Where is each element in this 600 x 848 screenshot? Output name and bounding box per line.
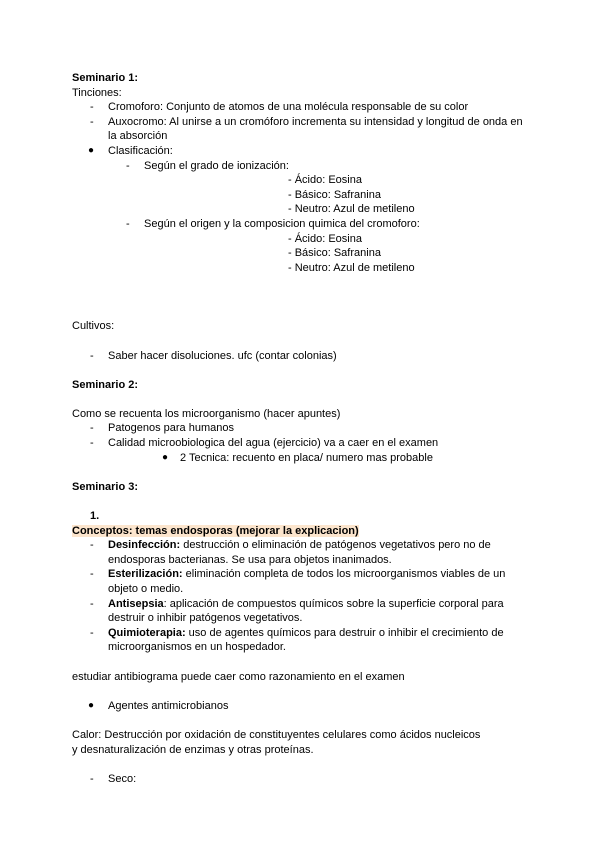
list-item-auxocromo: [72, 115, 542, 130]
list-item-quimioterapia: [72, 626, 542, 641]
list-item-antisepsia: [72, 597, 542, 612]
ionizacion-text: Según el grado de ionización:: [144, 159, 289, 172]
agentes-text: Agentes antimicrobianos: [108, 699, 229, 712]
dot-marker: ●: [88, 699, 95, 711]
ion-item: [72, 173, 542, 188]
document-page: [72, 71, 542, 786]
clasificacion-text: Clasificación:: [108, 144, 173, 157]
origen-item-basico: - Básico: Safranina: [288, 247, 381, 260]
list-item-calidad-agua: [72, 436, 542, 451]
list-item-tecnica: [72, 451, 542, 466]
calor-text-2: y desnaturalización de enzimas y otras proteínas.: [72, 743, 314, 756]
dash-marker: -: [90, 597, 94, 610]
cromoforo-text: Cromoforo: Conjunto de atomos de una molécula responsable de su color: [108, 101, 469, 114]
ion-item-basico: - Básico: Safranina: [288, 188, 381, 201]
number-label: 1.: [90, 510, 100, 523]
quimioterapia-term: Quimioterapia:: [108, 626, 186, 639]
dash-marker: -: [126, 217, 130, 230]
seco-text: Seco:: [108, 772, 137, 785]
cultivos-title: Cultivos:: [72, 320, 115, 333]
dash-marker: -: [90, 626, 94, 639]
dash-marker: -: [90, 422, 94, 435]
dash-marker: -: [90, 539, 94, 552]
dot-marker: ●: [162, 451, 169, 463]
disoluciones-text: Saber hacer disoluciones. ufc (contar colonias): [108, 349, 337, 362]
antisepsia-continuation: [72, 611, 542, 626]
desinfeccion-text: destrucción o eliminación de patógenos vegetativos pero no de: [180, 539, 491, 552]
patogenos-text: Patogenos para humanos: [108, 422, 234, 435]
recuento-intro: Como se recuenta los microorganismo (hacer apuntes): [72, 407, 341, 420]
quimioterapia-continuation: [72, 640, 542, 655]
origen-item-neutro: - Neutro: Azul de metileno: [288, 261, 415, 274]
calor-text-1: Calor: Destrucción por oxidación de constituyentes celulares como ácidos nucleicos: [72, 728, 481, 741]
antisepsia-text: : aplicación de compuestos químicos sobre la superficie corporal para: [163, 597, 504, 610]
antisepsia-text-2: destruir o inhibir patógenos vegetativos.: [108, 612, 303, 625]
list-item-cromoforo: [72, 100, 542, 115]
quimioterapia-text-2: microorganismos en un hospedador.: [108, 641, 286, 654]
desinfeccion-continuation: [72, 553, 542, 568]
origen-item-acido: - Ácido: Eosina: [288, 232, 362, 245]
list-item-agentes: [72, 699, 542, 714]
desinfeccion-text-2: endosporas bacterianas. Se usa para objetos inanimados.: [108, 553, 392, 566]
list-item-origen: [72, 217, 542, 232]
antibiograma-note: estudiar antibiograma puede caer como razonamiento en el examen: [72, 670, 405, 683]
list-item-esterilizacion: [72, 567, 542, 582]
desinfeccion-term: Desinfección:: [108, 539, 181, 552]
tecnica-text: 2 Tecnica: recuento en placa/ numero mas probable: [180, 451, 433, 464]
auxocromo-continuation: [72, 129, 542, 144]
list-item-ionizacion: [72, 159, 542, 174]
numbered-item-1: [72, 509, 542, 524]
ion-item-acido: - Ácido: Eosina: [288, 174, 362, 187]
esterilizacion-text: eliminación completa de todos los microorganismos viables de un: [182, 568, 506, 581]
dash-marker: -: [90, 349, 94, 362]
calidad-agua-text: Calidad microobiologica del agua (ejercicio) va a caer en el examen: [108, 437, 439, 450]
dash-marker: -: [90, 772, 94, 785]
list-item-disoluciones: [72, 349, 542, 364]
antisepsia-term: Antisepsia: [108, 597, 164, 610]
list-item-desinfeccion: [72, 538, 542, 553]
seminario-1-title: Seminario 1:: [72, 72, 139, 84]
origen-item: [72, 261, 542, 276]
auxocromo-text: Auxocromo: Al unirse a un cromóforo incrementa su intensidad y longitud de onda en: [108, 115, 523, 128]
list-item-patogenos: [72, 421, 542, 436]
dash-marker: -: [90, 115, 94, 128]
quimioterapia-text: uso de agentes químicos para destruir o inhibir el crecimiento de: [185, 626, 504, 639]
dash-marker: -: [90, 101, 94, 114]
dot-marker: ●: [88, 144, 95, 156]
conceptos-heading: [72, 524, 542, 539]
dash-marker: -: [90, 437, 94, 450]
auxocromo-text-2: la absorción: [108, 130, 168, 143]
dash-marker: -: [126, 159, 130, 172]
seminario-3-title: Seminario 3:: [72, 480, 139, 493]
ion-item: [72, 188, 542, 203]
list-item-seco: [72, 772, 542, 787]
tinciones-label: Tinciones:: [72, 86, 122, 99]
esterilizacion-text-2: objeto o medio.: [108, 583, 184, 595]
origen-text: Según el origen y la composicion quimica del cromoforo:: [144, 217, 420, 230]
esterilizacion-continuation: [72, 582, 542, 597]
list-item-clasificacion: [72, 144, 542, 159]
esterilizacion-term: Esterilización:: [108, 568, 183, 581]
ion-item-neutro: - Neutro: Azul de metileno: [288, 203, 415, 216]
conceptos-highlight: Conceptos: temas endosporas (mejorar la explicacion): [72, 524, 359, 537]
seminario-2-title: Seminario 2:: [72, 378, 139, 391]
dash-marker: -: [90, 568, 94, 581]
origen-item: [72, 232, 542, 247]
ion-item: [72, 202, 542, 217]
origen-item: [72, 246, 542, 261]
